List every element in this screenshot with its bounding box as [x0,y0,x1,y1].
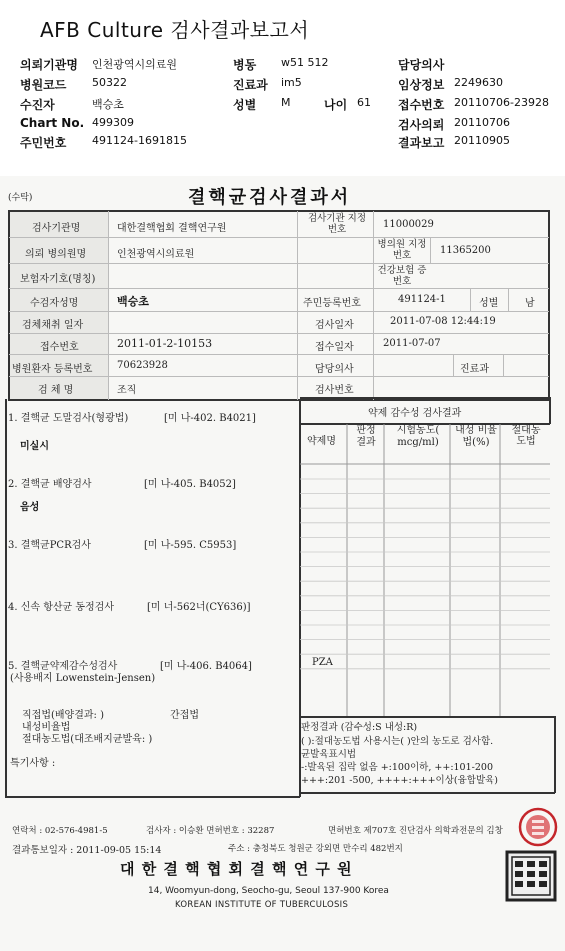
value-receipt-date: 2011-07-07 [383,338,441,349]
label-requesting-institution: 의뢰기관명 [20,58,78,72]
value-resident-no: 491124-1691815 [92,134,187,147]
media-note: (사용배지 Lowenstein-Jensen) [10,673,156,684]
label-test-date: 검사일자 [315,320,354,331]
value-institution-no: 11000029 [383,219,434,230]
value-sex: M [281,96,291,109]
label-department: 진료과 [233,78,268,92]
sensitivity-grid [300,424,550,716]
test-2-label: 2. 결핵균 배양검사 [8,479,92,490]
method-indirect: 간접법 [170,710,199,721]
label-patient: 수진자 [20,98,55,112]
legend-line-5: +++:201 -500, ++++:+++이상(융합발육) [301,775,499,786]
sens-col-absolute: 절대농도법 [511,425,541,447]
report-header-title: AFB Culture 검사결과보고서 [40,18,310,42]
label-insurance-no: 건강보험 증번호 [377,265,427,287]
sens-col-drug: 약제명 [307,436,336,447]
label-resident-no: 주민번호 [20,136,67,150]
sensitivity-title: 약제 감수성 검사결과 [368,408,462,419]
value-patient-reg-no: 70623928 [117,360,168,371]
value-patient: 백승초 [92,98,124,111]
label-ward: 병동 [233,58,257,72]
test-1-label: 1. 결핵균 도말검사(형광법) [8,413,129,424]
label-test-request: 검사의뢰 [398,118,445,132]
footer-org-en: KOREAN INSTITUTE OF TUBERCULOSIS [175,900,349,910]
remarks-label: 특기사항 : [10,758,56,769]
label-requesting-hospital: 의뢰 병의원명 [25,249,87,260]
label-receipt-date: 접수일자 [315,342,354,353]
label-age: 나이 [324,98,348,112]
test-2-code: [미 나-405. B4052] [144,479,236,490]
test-1-code: [미 나-402. B4021] [164,413,256,424]
legend-line-3: 균발육표시법 [301,749,357,760]
label-rrn: 주민등록번호 [303,298,361,309]
test-3-label: 3. 결핵균PCR검사 [8,540,91,551]
report-title: 결핵균검사결과서 [188,187,352,208]
label-insurer-code: 보험자기호(명칭) [20,274,96,285]
value-ward: w51 512 [281,56,329,69]
sens-col-judgment: 판정 결과 [356,425,376,448]
value-hospital-code: 50322 [92,76,127,89]
value-requesting-hospital: 인천광역시의료원 [117,249,195,260]
test-4-code: [미 너-562너(CY636)] [147,602,251,613]
legend-line-2: ( ):절대농도법 사용시는( )안의 농도로 검사함. [301,736,494,747]
test-2-result: 음성 [20,502,40,513]
value-department: im5 [281,76,302,89]
footer-address-kr: 주소 : 충청북도 청원군 강외면 만수리 482번지 [228,844,403,854]
test-5-code: [미 나-406. B4064] [160,661,252,672]
label-clinical-info: 임상정보 [398,78,445,92]
label-test-number: 검사번호 [315,385,354,396]
label-receipt-no: 접수번호 [398,98,445,112]
label-hospital-code: 병원코드 [20,78,67,92]
value-test-date: 2011-07-08 12:44:19 [390,316,496,327]
label-report-dept: 진료과 [460,364,489,375]
value-age: 61 [357,96,371,109]
legend-line-4: -:발육된 집락 없음 +:100이하, ++:101-200 [301,762,493,773]
value-test-institution: 대한결핵협회 결핵연구원 [117,223,227,234]
label-collection-date: 검체채취 일자 [22,320,84,331]
label-sex: 성별 [233,98,257,112]
test-3-code: [미 나-595. C5953] [144,540,237,551]
method-direct: 직접법(배양결과: ) [22,710,104,721]
value-receipt-number: 2011-01-2-10153 [117,337,213,350]
value-report-sex: 남 [525,298,535,309]
value-rrn: 491124-1 [398,294,446,305]
red-seal-icon [517,806,559,848]
label-chart-no: Chart No. [20,116,85,130]
label-specimen: 검 체 명 [38,385,74,396]
test-1-result: 미실시 [20,441,49,452]
label-result-report: 결과보고 [398,136,445,150]
test-5-label: 5. 결핵균약제감수성검사 [8,661,118,672]
value-specimen: 조직 [117,385,137,396]
label-institution-no: 검사기관 지정번호 [307,213,367,235]
value-test-request: 20110706 [454,116,510,129]
footer-examiner: 검사자 : 이승환 면허번호 : 32287 [146,826,275,836]
consignment-tag: (수탁) [8,193,33,203]
legend-line-1: 판정결과 (감수성:S 내성:R) [301,722,418,733]
label-report-sex: 성별 [479,298,499,309]
footer-org-name: 대 한 결 핵 협 회 결 핵 연 구 원 [120,860,353,878]
value-examinee-name: 백승초 [117,295,149,308]
value-hospital-no: 11365200 [440,245,491,256]
footer-license: 면허번호 제707호 진단검사 의학과전문의 김창 [328,826,503,836]
method-absolute: 절대농도법(대조배지균발육: ) [22,734,153,745]
label-examinee-name: 수검자성명 [30,298,79,309]
label-hospital-no: 병의원 지정번호 [377,239,427,261]
test-4-label: 4. 신속 항산균 동정검사 [8,602,115,613]
footer-address-en: 14, Woomyun-dong, Seocho-gu, Seoul 137-900 Korea [148,886,389,896]
label-patient-reg-no: 병원환자 등록번호 [12,364,93,375]
value-chart-no: 499309 [92,116,134,129]
sens-row-pza: PZA [312,657,333,668]
sens-col-ratio: 내성 비율법(%) [455,425,497,448]
value-requesting-institution: 인천광역시의료원 [92,58,178,71]
label-report-doctor: 담당의사 [315,364,354,375]
value-result-report: 20110905 [454,134,510,147]
label-test-institution: 검사기관명 [32,223,81,234]
label-receipt-number: 접수번호 [40,342,79,353]
footer-notify-date: 결과통보일자 : 2011-09-05 15:14 [12,845,162,856]
sens-col-concentration: 시험농도( mcg/ml) [396,425,440,448]
value-receipt-no: 20110706-23928 [454,96,549,109]
footer-contact: 연락처 : 02-576-4981-5 [12,826,108,836]
method-resistance-ratio: 내성비율법 [22,722,71,733]
label-attending-doctor: 담당의사 [398,58,445,72]
value-clinical-info: 2249630 [454,76,503,89]
institute-stamp-icon [505,850,557,902]
